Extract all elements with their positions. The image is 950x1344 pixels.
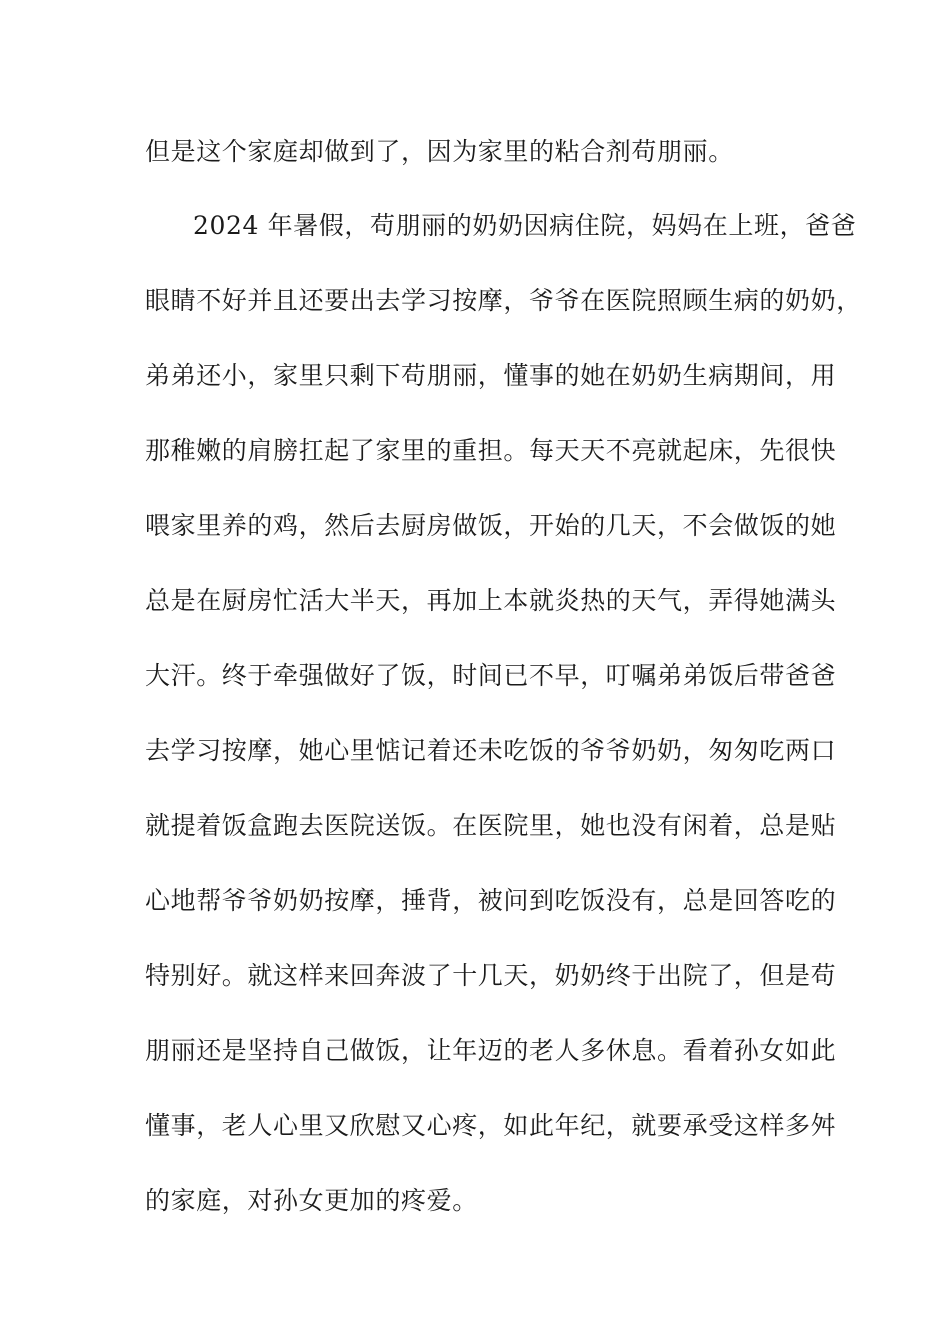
text-line: 朋丽还是坚持自己做饭，让年迈的老人多休息。看着孙女如此 xyxy=(145,1036,837,1065)
text-line: 就提着饭盒跑去医院送饭。在医院里，她也没有闲着，总是贴 xyxy=(145,811,837,840)
paragraph-first-line: 2024 年暑假，苟朋丽的奶奶因病住院，妈妈在上班，爸爸 xyxy=(193,211,857,240)
text-line: 去学习按摩，她心里惦记着还未吃饭的爷爷奶奶，匆匆吃两口 xyxy=(145,736,837,765)
text-line: 弟弟还小，家里只剩下苟朋丽，懂事的她在奶奶生病期间，用 xyxy=(145,361,837,390)
text-line: 喂家里养的鸡，然后去厨房做饭，开始的几天，不会做饭的她 xyxy=(145,511,837,540)
text-line: 眼睛不好并且还要出去学习按摩，爷爷在医院照顾生病的奶奶， xyxy=(145,286,862,315)
text-line: 大汗。终于牵强做好了饭，时间已不早，叮嘱弟弟饭后带爸爸 xyxy=(145,661,837,690)
text-line: 的家庭，对孙女更加的疼爱。 xyxy=(145,1186,478,1215)
text-line: 但是这个家庭却做到了，因为家里的粘合剂苟朋丽。 xyxy=(145,137,734,166)
text-line: 心地帮爷爷奶奶按摩，捶背，被问到吃饭没有，总是回答吃的 xyxy=(145,886,837,915)
text-line: 懂事，老人心里又欣慰又心疼，如此年纪，就要承受这样多舛 xyxy=(145,1111,837,1140)
text-line: 那稚嫩的肩膀扛起了家里的重担。每天天不亮就起床，先很快 xyxy=(145,436,837,465)
text-line: 总是在厨房忙活大半天，再加上本就炎热的天气，弄得她满头 xyxy=(145,586,837,615)
text-line: 特别好。就这样来回奔波了十几天，奶奶终于出院了，但是苟 xyxy=(145,961,837,990)
